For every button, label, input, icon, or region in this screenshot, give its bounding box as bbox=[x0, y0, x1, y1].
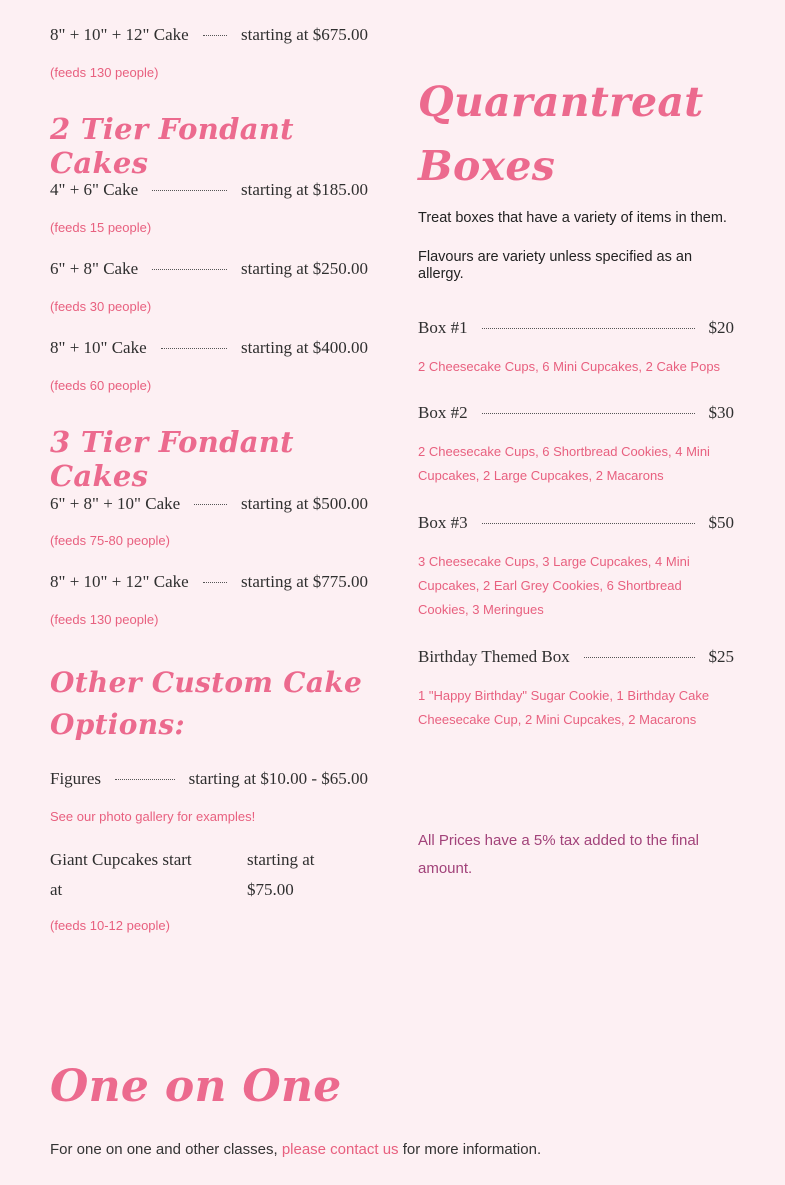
box-item bbox=[418, 647, 734, 667]
item-label: 8" + 10" + 12" Cake bbox=[50, 25, 189, 44]
menu-item-cupcakes-label bbox=[50, 845, 210, 905]
item-note: 1 "Happy Birthday" Sugar Cookie, 1 Birthday Cake Cheesecake Cup, 2 Mini Cupcakes, 2 Macarons bbox=[418, 688, 710, 727]
label-line: Giant Cupcakes start bbox=[50, 850, 192, 869]
item-note: See our photo gallery for examples! bbox=[50, 809, 256, 824]
price-line: $75.00 bbox=[247, 880, 294, 899]
item-note: (feeds 30 people) bbox=[50, 299, 152, 314]
item-label: 4" + 6" Cake bbox=[50, 180, 139, 199]
item-note: (feeds 75-80 people) bbox=[50, 533, 170, 548]
item-label: 8" + 10" + 12" Cake bbox=[50, 572, 189, 591]
item-label: Figures bbox=[50, 769, 101, 788]
menu-item-3tier-large-top bbox=[50, 25, 368, 45]
item-label: 8" + 10" Cake bbox=[50, 338, 147, 357]
item-price: starting at $675.00 bbox=[240, 25, 368, 44]
menu-item-figures bbox=[50, 769, 368, 789]
section-heading-one-on-one: One on One bbox=[50, 1061, 342, 1112]
dot-leader bbox=[482, 413, 695, 414]
menu-item bbox=[50, 259, 368, 279]
heading-line: Quarantreat bbox=[418, 78, 704, 126]
item-price: starting at $400.00 bbox=[240, 338, 368, 357]
item-price: starting at $250.00 bbox=[240, 259, 368, 278]
item-note: (feeds 130 people) bbox=[50, 612, 159, 627]
label-line: at bbox=[50, 880, 63, 899]
item-price: $25 bbox=[708, 647, 734, 666]
item-label: Box #2 bbox=[418, 403, 468, 422]
item-note: 3 Cheesecake Cups, 3 Large Cupcakes, 4 Mini Cupcakes, 2 Earl Grey Cookies, 6 Shortbread Cookies, 3 Meringues bbox=[418, 554, 690, 617]
dot-leader bbox=[161, 348, 227, 349]
item-note: (feeds 130 people) bbox=[50, 65, 159, 80]
heading-line: Boxes bbox=[418, 142, 556, 190]
box-item bbox=[418, 318, 734, 338]
item-note: (feeds 15 people) bbox=[50, 220, 152, 235]
item-price: starting at $775.00 bbox=[240, 572, 368, 591]
menu-item bbox=[50, 494, 368, 514]
item-price: $30 bbox=[708, 403, 734, 422]
dot-leader bbox=[152, 190, 227, 191]
item-note: (feeds 60 people) bbox=[50, 378, 152, 393]
item-label: 6" + 8" Cake bbox=[50, 259, 139, 278]
item-label: Birthday Themed Box bbox=[418, 647, 570, 666]
dot-leader bbox=[482, 523, 695, 524]
box-description: Treat boxes that have a variety of items in them. bbox=[418, 210, 727, 226]
heading-line: Options: bbox=[50, 708, 186, 741]
menu-item bbox=[50, 338, 368, 358]
contact-text-before: For one on one and other classes, bbox=[50, 1141, 282, 1158]
contact-link[interactable]: please contact us bbox=[281, 1141, 399, 1158]
item-price: $50 bbox=[708, 513, 734, 532]
dot-leader bbox=[482, 328, 695, 329]
dot-leader bbox=[152, 269, 227, 270]
dot-leader bbox=[194, 504, 227, 505]
item-label: 6" + 8" + 10" Cake bbox=[50, 494, 181, 513]
dot-leader bbox=[203, 35, 227, 36]
item-note: 2 Cheesecake Cups, 6 Shortbread Cookies, 4 Mini Cupcakes, 2 Large Cupcakes, 2 Macarons bbox=[418, 444, 710, 483]
dot-leader bbox=[115, 779, 175, 780]
section-heading-3-tier: 3 Tier Fondant Cakes bbox=[50, 425, 294, 493]
contact-text-after: for more information. bbox=[398, 1141, 542, 1158]
item-price: starting at $500.00 bbox=[240, 494, 368, 513]
item-note: 2 Cheesecake Cups, 6 Mini Cupcakes, 2 Cake Pops bbox=[418, 359, 721, 374]
item-price: $20 bbox=[708, 318, 734, 337]
item-label: Box #3 bbox=[418, 513, 468, 532]
item-price: starting at $185.00 bbox=[240, 180, 368, 199]
section-heading-quarantreat bbox=[418, 70, 734, 198]
box-flavour-note: Flavours are variety unless specified as an allergy. bbox=[418, 249, 693, 282]
item-label: Box #1 bbox=[418, 318, 468, 337]
menu-item bbox=[50, 572, 368, 592]
tax-note: All Prices have a 5% tax added to the final amount. bbox=[418, 832, 700, 877]
menu-item bbox=[50, 180, 368, 200]
dot-leader bbox=[584, 657, 695, 658]
item-price: starting at $10.00 - $65.00 bbox=[188, 769, 368, 788]
price-line: starting at bbox=[247, 850, 315, 869]
section-heading-other bbox=[50, 662, 368, 746]
box-item bbox=[418, 403, 734, 423]
box-item bbox=[418, 513, 734, 533]
contact-sentence bbox=[50, 1141, 541, 1158]
item-note: (feeds 10-12 people) bbox=[50, 918, 170, 933]
menu-item-cupcakes-price bbox=[247, 845, 367, 905]
section-heading-2-tier: 2 Tier Fondant Cakes bbox=[50, 112, 294, 180]
dot-leader bbox=[203, 582, 227, 583]
heading-line: Other Custom Cake bbox=[50, 666, 363, 699]
